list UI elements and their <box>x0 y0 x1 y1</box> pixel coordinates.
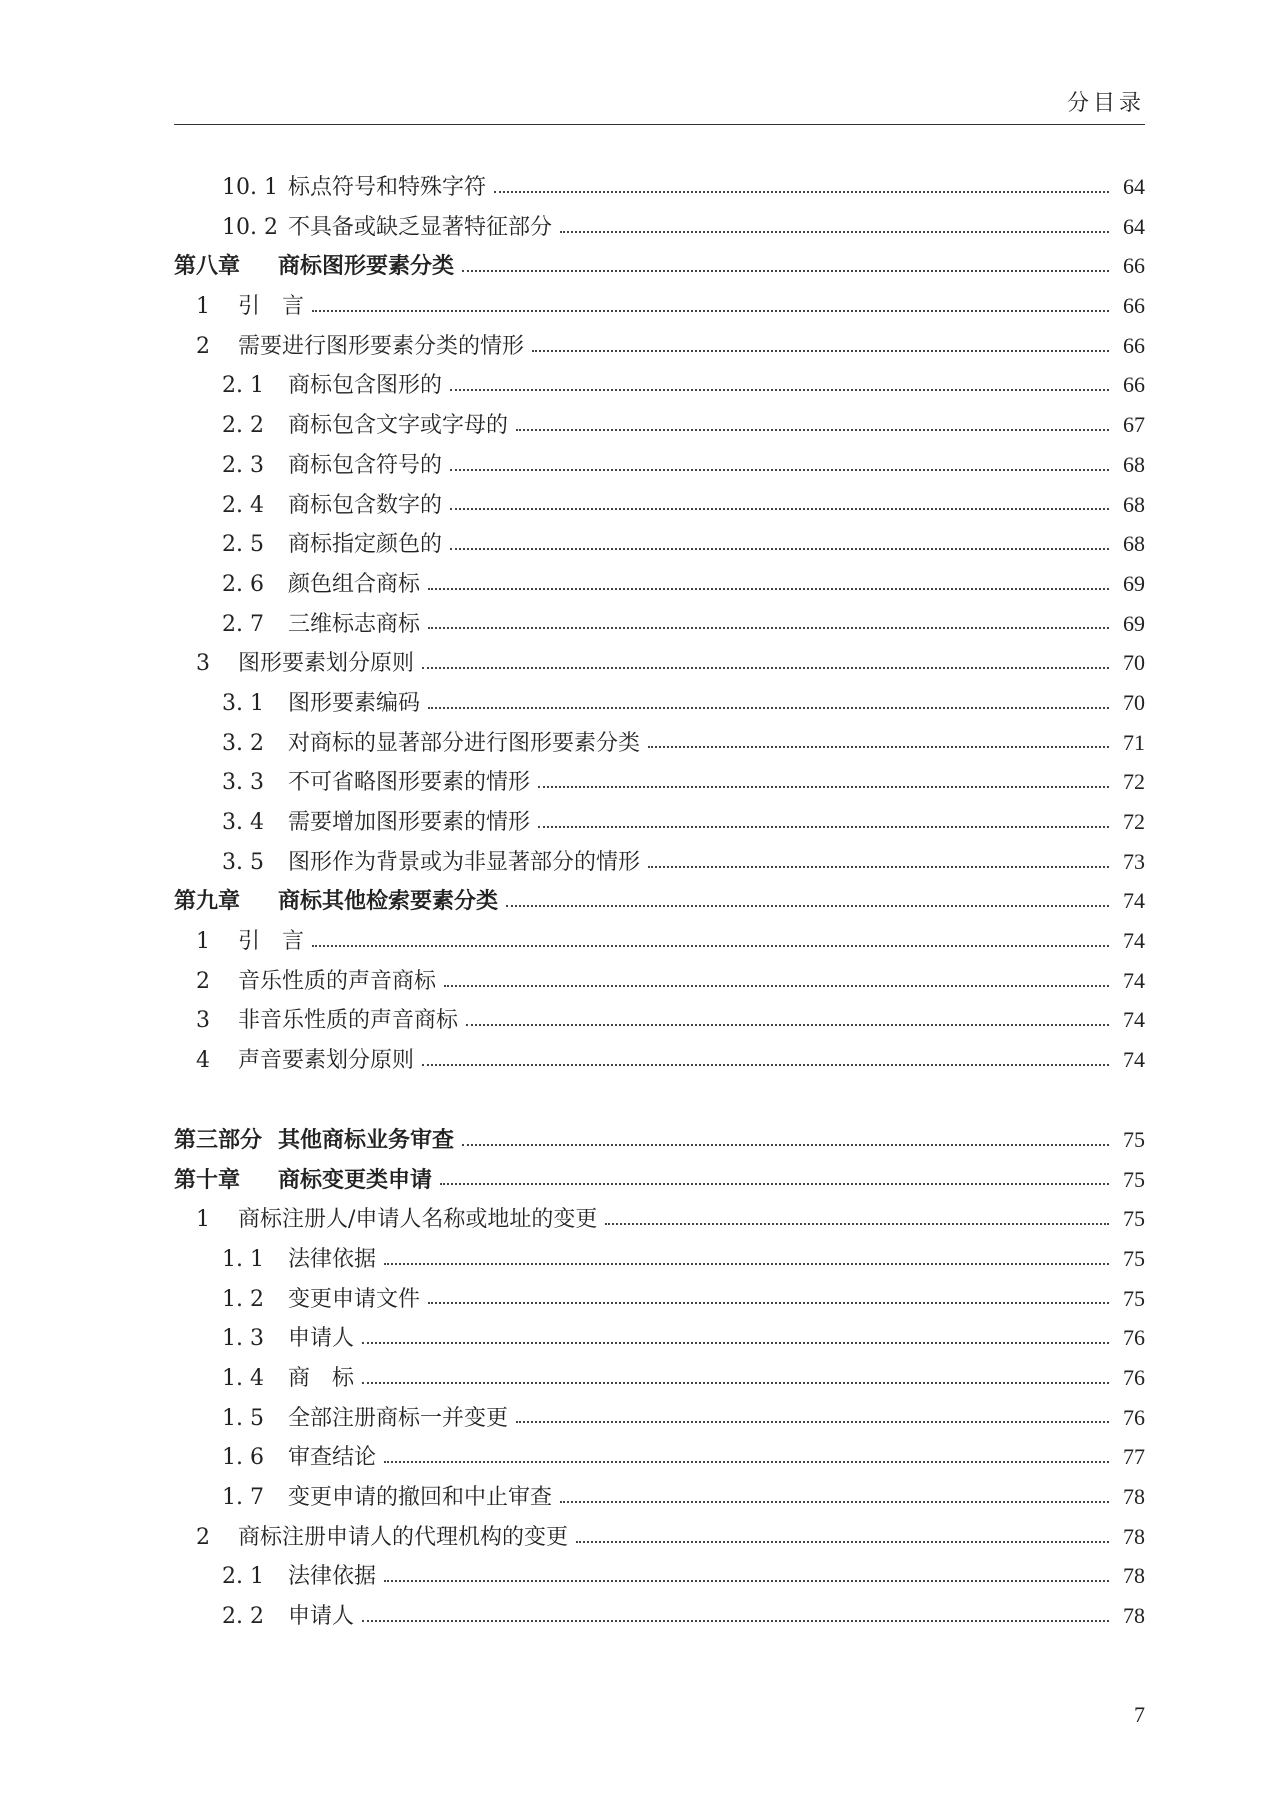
dot-leader <box>312 945 1109 947</box>
toc-entry-title: 商标注册申请人的代理机构的变更 <box>238 1524 569 1550</box>
toc-entry-number: 2. 3 <box>222 452 264 478</box>
toc-entry-page: 70 <box>1123 650 1145 676</box>
toc-entry-page: 76 <box>1123 1325 1145 1351</box>
toc-subsection-entry[interactable] <box>174 1279 1145 1319</box>
toc-entry-page: 68 <box>1123 491 1145 517</box>
toc-entry-page: 77 <box>1123 1444 1145 1470</box>
toc-subsection-entry[interactable] <box>174 207 1145 247</box>
toc-entry-title: 图形要素划分原则 <box>238 651 415 677</box>
toc-entry-number: 第八章 <box>174 254 241 280</box>
toc-entry-page: 72 <box>1123 769 1145 795</box>
toc-entry-number: 1. 7 <box>222 1485 264 1510</box>
dot-leader <box>538 786 1109 788</box>
toc-entry-title: 商标变更类申请 <box>278 1167 433 1193</box>
toc-entry-title: 不可省略图形要素的情形 <box>288 770 531 796</box>
toc-section-entry[interactable] <box>174 326 1145 366</box>
toc-entry-page: 75 <box>1123 1166 1145 1192</box>
toc-entry-page: 74 <box>1123 928 1145 954</box>
toc-subsection-entry[interactable] <box>174 167 1145 207</box>
toc-entry-title: 变更申请的撤回和中止审查 <box>288 1485 553 1510</box>
toc-entry-number: 1. 3 <box>222 1326 264 1352</box>
toc-entry-number: 2. 6 <box>222 571 264 597</box>
dot-leader <box>462 1144 1109 1146</box>
toc-subsection-entry[interactable] <box>174 604 1145 644</box>
toc-entry-page: 73 <box>1123 848 1145 874</box>
header-rule <box>174 124 1145 125</box>
dot-leader <box>506 905 1109 907</box>
toc-entry-page: 74 <box>1123 888 1145 914</box>
toc-chapter-entry[interactable] <box>174 881 1145 921</box>
dot-leader <box>440 1183 1109 1185</box>
toc-entry-page: 64 <box>1123 213 1145 239</box>
toc-entry-page: 78 <box>1123 1523 1145 1549</box>
dot-leader <box>428 588 1109 590</box>
dot-leader <box>516 429 1109 431</box>
toc-entry-page: 72 <box>1123 809 1145 834</box>
toc-entry-number: 2. 1 <box>222 1564 264 1590</box>
toc-entry-number: 2. 4 <box>222 492 264 518</box>
dot-leader <box>466 1024 1109 1026</box>
dot-leader <box>312 310 1109 312</box>
toc-entry-number: 1. 5 <box>222 1405 264 1431</box>
toc-entry-page: 78 <box>1123 1603 1145 1629</box>
toc-entry-title: 申请人 <box>288 1326 355 1352</box>
toc-entry-number: 1. 6 <box>222 1445 264 1471</box>
dot-leader <box>428 627 1109 629</box>
toc-entry-page: 75 <box>1123 1245 1145 1271</box>
dot-leader <box>384 1461 1109 1463</box>
dot-leader <box>422 1064 1109 1066</box>
toc-entry-title: 法律依据 <box>288 1564 377 1590</box>
toc-section-entry[interactable] <box>174 643 1145 683</box>
toc-entry-number: 3. 3 <box>222 770 264 796</box>
toc-entry-title: 商标包含图形的 <box>288 373 443 399</box>
toc-section-entry[interactable] <box>174 961 1145 1001</box>
toc-entry-title: 标点符号和特殊字符 <box>288 175 487 200</box>
toc-entry-number: 1. 2 <box>222 1286 264 1312</box>
toc-entry-title: 引 言 <box>238 294 305 320</box>
dot-leader <box>560 231 1109 233</box>
toc-entry-title: 图形作为背景或为非显著部分的情形 <box>288 849 641 875</box>
toc-entry-number: 2. 1 <box>222 373 264 399</box>
toc-section-entry[interactable] <box>174 921 1145 961</box>
toc-entry-page: 76 <box>1123 1364 1145 1390</box>
toc-subsection-entry[interactable] <box>174 723 1145 763</box>
toc-entry-title: 商标指定颜色的 <box>288 532 443 558</box>
toc-entry-page: 68 <box>1123 451 1145 477</box>
toc-entry-title: 商标图形要素分类 <box>278 254 455 280</box>
toc-entry-number: 2. 2 <box>222 1604 264 1630</box>
dot-leader <box>538 826 1109 828</box>
toc-chapter-entry[interactable] <box>174 1120 1145 1160</box>
toc-section-entry[interactable] <box>174 1517 1145 1557</box>
toc-subsection-entry[interactable] <box>174 1596 1145 1636</box>
toc-entry-page: 74 <box>1123 1007 1145 1033</box>
dot-leader <box>560 1501 1109 1503</box>
toc-subsection-entry[interactable] <box>174 365 1145 405</box>
toc-subsection-entry[interactable] <box>174 445 1145 485</box>
toc-entry-title: 不具备或缺乏显著特征部分 <box>288 214 553 240</box>
dot-leader <box>362 1382 1109 1384</box>
dot-leader <box>450 469 1109 471</box>
toc-entry-number: 第三部分 <box>174 1127 263 1153</box>
dot-leader <box>648 866 1109 868</box>
toc-entry-title: 申请人 <box>288 1604 355 1630</box>
dot-leader <box>384 1580 1109 1582</box>
toc-entry-title: 对商标的显著部分进行图形要素分类 <box>288 730 641 756</box>
toc-entry-title: 音乐性质的声音商标 <box>238 968 437 994</box>
toc-entry-number: 10. 2 <box>222 214 278 240</box>
dot-leader <box>444 985 1109 987</box>
toc-entry-number: 1 <box>196 294 210 320</box>
toc-subsection-entry[interactable] <box>174 1398 1145 1438</box>
toc-subsection-entry[interactable] <box>174 1477 1145 1517</box>
toc-entry-number: 3 <box>196 1008 210 1034</box>
toc-entry-page: 78 <box>1123 1484 1145 1509</box>
toc-entry-page: 67 <box>1123 412 1145 438</box>
toc-entry-page: 64 <box>1123 174 1145 199</box>
dot-leader <box>605 1223 1109 1225</box>
toc-subsection-entry[interactable] <box>174 1318 1145 1358</box>
toc-entry-number: 2. 2 <box>222 413 264 439</box>
toc-entry-page: 66 <box>1123 332 1145 358</box>
toc-entry-number: 2. 7 <box>222 611 264 637</box>
toc-entry-number: 第十章 <box>174 1167 241 1193</box>
dot-leader <box>450 508 1109 510</box>
toc-entry-number: 2. 5 <box>222 532 264 558</box>
toc-entry-page: 69 <box>1123 570 1145 596</box>
table-of-contents <box>174 167 1145 1636</box>
toc-entry-page: 75 <box>1123 1206 1145 1232</box>
toc-section-entry[interactable] <box>174 1040 1145 1080</box>
toc-entry-number: 4 <box>196 1048 210 1074</box>
toc-entry-title: 其他商标业务审查 <box>278 1127 455 1153</box>
toc-entry-page: 75 <box>1123 1285 1145 1311</box>
toc-entry-title: 变更申请文件 <box>288 1286 421 1312</box>
toc-entry-number: 3. 1 <box>222 690 264 716</box>
toc-entry-title: 非音乐性质的声音商标 <box>238 1008 459 1034</box>
toc-entry-title: 颜色组合商标 <box>288 571 421 597</box>
toc-entry-title: 声音要素划分原则 <box>238 1048 415 1074</box>
toc-entry-page: 66 <box>1123 372 1145 398</box>
toc-subsection-entry[interactable] <box>174 1556 1145 1596</box>
toc-section-entry[interactable] <box>174 1199 1145 1239</box>
toc-entry-number: 3. 2 <box>222 730 264 756</box>
toc-entry-number: 1 <box>196 929 210 955</box>
toc-entry-page: 75 <box>1123 1126 1145 1152</box>
dot-leader <box>648 746 1109 748</box>
toc-entry-number: 2 <box>196 968 210 994</box>
toc-entry-title: 审查结论 <box>288 1445 377 1471</box>
toc-entry-number: 2 <box>196 333 210 359</box>
toc-entry-number: 2 <box>196 1524 210 1550</box>
dot-leader <box>362 1620 1109 1622</box>
toc-subsection-entry[interactable] <box>174 842 1145 882</box>
toc-entry-title: 商标包含文字或字母的 <box>288 413 509 439</box>
toc-subsection-entry[interactable] <box>174 485 1145 525</box>
dot-leader <box>576 1541 1109 1543</box>
dot-leader <box>428 1302 1109 1304</box>
dot-leader <box>494 191 1109 193</box>
toc-entry-number: 1. 4 <box>222 1365 264 1391</box>
toc-entry-title: 商标其他检索要素分类 <box>278 889 499 915</box>
toc-entry-number: 3. 4 <box>222 810 264 835</box>
dot-leader <box>450 548 1109 550</box>
toc-entry-title: 商 标 <box>288 1365 355 1391</box>
toc-entry-title: 商标注册人/申请人名称或地址的变更 <box>238 1207 598 1233</box>
toc-entry-page: 71 <box>1123 729 1145 755</box>
dot-leader <box>384 1263 1109 1265</box>
toc-subsection-entry[interactable] <box>174 405 1145 445</box>
toc-entry-number: 3 <box>196 651 210 677</box>
toc-subsection-entry[interactable] <box>174 802 1145 842</box>
toc-entry-title: 需要进行图形要素分类的情形 <box>238 333 525 359</box>
toc-subsection-entry[interactable] <box>174 683 1145 723</box>
toc-entry-number: 1 <box>196 1207 210 1233</box>
toc-section-entry[interactable] <box>174 286 1145 326</box>
running-header: 分目录 <box>1066 91 1145 116</box>
toc-entry-page: 76 <box>1123 1404 1145 1430</box>
dot-leader <box>428 707 1109 709</box>
toc-entry-title: 需要增加图形要素的情形 <box>288 810 531 835</box>
toc-entry-page: 66 <box>1123 293 1145 319</box>
toc-entry-page: 74 <box>1123 1047 1145 1073</box>
toc-entry-title: 全部注册商标一并变更 <box>288 1405 509 1431</box>
toc-entry-page: 68 <box>1123 531 1145 557</box>
toc-entry-number: 3. 5 <box>222 849 264 875</box>
dot-leader <box>362 1342 1109 1344</box>
toc-entry-title: 商标包含符号的 <box>288 452 443 478</box>
toc-subsection-entry[interactable] <box>174 762 1145 802</box>
toc-entry-number: 10. 1 <box>222 175 278 200</box>
toc-entry-title: 三维标志商标 <box>288 611 421 637</box>
toc-entry-title: 商标包含数字的 <box>288 492 443 518</box>
dot-leader <box>532 350 1109 352</box>
toc-chapter-entry[interactable] <box>174 1160 1145 1200</box>
toc-entry-title: 引 言 <box>238 929 305 955</box>
toc-entry-page: 70 <box>1123 689 1145 715</box>
toc-subsection-entry[interactable] <box>174 1358 1145 1398</box>
page-number: 7 <box>1134 1702 1145 1727</box>
toc-entry-title: 图形要素编码 <box>288 690 421 716</box>
dot-leader <box>462 270 1109 272</box>
toc-entry-page: 69 <box>1123 610 1145 636</box>
toc-entry-page: 66 <box>1123 253 1145 279</box>
toc-subsection-entry[interactable] <box>174 564 1145 604</box>
dot-leader <box>422 667 1109 669</box>
toc-section-entry[interactable] <box>174 1000 1145 1040</box>
dot-leader <box>516 1421 1109 1423</box>
toc-entry-number: 1. 1 <box>222 1246 264 1272</box>
toc-entry-number: 第九章 <box>174 889 241 915</box>
toc-entry-page: 78 <box>1123 1563 1145 1589</box>
toc-subsection-entry[interactable] <box>174 1239 1145 1279</box>
toc-chapter-entry[interactable] <box>174 246 1145 286</box>
toc-entry-page: 74 <box>1123 967 1145 993</box>
toc-entry-title: 法律依据 <box>288 1246 377 1272</box>
toc-subsection-entry[interactable] <box>174 1437 1145 1477</box>
toc-subsection-entry[interactable] <box>174 524 1145 564</box>
dot-leader <box>450 389 1109 391</box>
